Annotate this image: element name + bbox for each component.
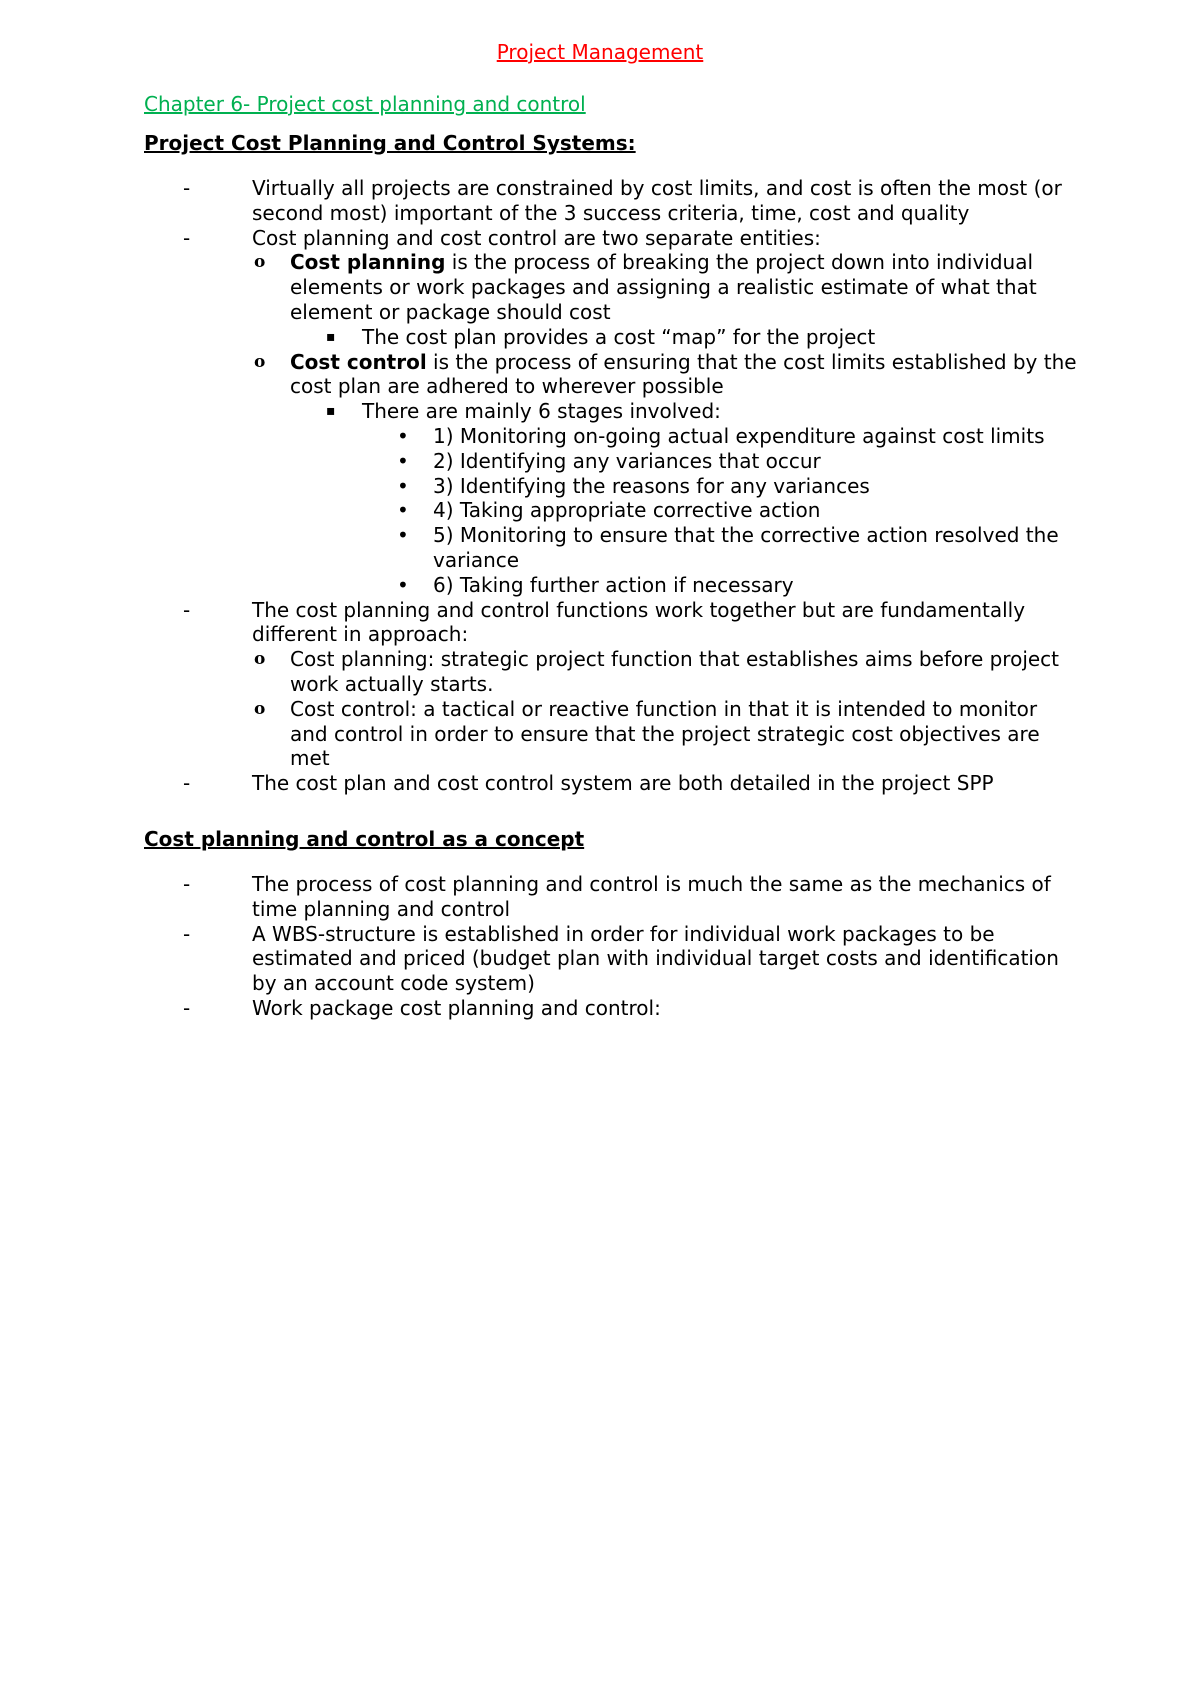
- item-text: The cost plan and cost control system are both detailed in the project SPP: [252, 771, 994, 796]
- dash-marker: -: [183, 872, 191, 896]
- item-text: There are mainly 6 stages involved:: [362, 399, 721, 424]
- list-item: [0, 523, 1200, 573]
- section-heading-cost-systems: Project Cost Planning and Control Systems:: [144, 131, 636, 155]
- item-text: Cost planning: strategic project function that establishes aims before project work actually starts.: [290, 647, 1060, 696]
- item-text: 2) Identifying any variances that occur: [433, 448, 821, 473]
- bullet-marker: •: [397, 498, 409, 523]
- term-cost-planning: Cost planning: [290, 250, 446, 275]
- square-marker: ▪: [326, 403, 336, 420]
- circle-marker: o: [254, 649, 266, 670]
- item-text: A WBS-structure is established in order for individual work packages to be estimated and priced (budget plan with individual target costs and identification by an account code system): [252, 921, 1059, 996]
- list-item: [0, 996, 1200, 1021]
- list-item: [0, 449, 1200, 474]
- list-item: [0, 872, 1200, 922]
- list-item: [0, 226, 1200, 251]
- cost-systems-list: [0, 176, 1200, 796]
- list-item: [0, 424, 1200, 449]
- list-item: [0, 647, 1200, 697]
- circle-marker: o: [254, 351, 266, 372]
- dash-marker: -: [183, 225, 191, 250]
- dash-marker: -: [183, 176, 191, 200]
- item-text: Cost control: a tactical or reactive function in that it is intended to monitor and control in order to ensure that the project strategic cost objectives are met: [290, 696, 1040, 771]
- dash-marker: -: [183, 921, 191, 946]
- list-item: [0, 474, 1200, 499]
- bullet-marker: •: [397, 572, 409, 597]
- dash-marker: -: [183, 597, 191, 622]
- list-item: [0, 922, 1200, 996]
- list-item: [0, 350, 1200, 400]
- item-text: 1) Monitoring on-going actual expenditure against cost limits: [433, 423, 1045, 448]
- circle-marker: o: [254, 252, 266, 273]
- item-text: 5) Monitoring to ensure that the corrective action resolved the variance: [433, 523, 1059, 572]
- item-text: The cost planning and control functions work together but are fundamentally different in approach:: [252, 597, 1026, 647]
- section-heading-concept: Cost planning and control as a concept: [144, 827, 585, 851]
- list-item: [0, 573, 1200, 598]
- square-marker: ▪: [326, 328, 336, 345]
- item-text: 3) Identifying the reasons for any variances: [433, 473, 870, 498]
- dash-marker: -: [183, 771, 191, 796]
- item-text: The process of cost planning and control is much the same as the mechanics of time planning and control: [252, 872, 1051, 921]
- item-text: 6) Taking further action if necessary: [433, 572, 794, 597]
- list-item: [0, 176, 1200, 226]
- list-item: [0, 498, 1200, 523]
- item-text: Work package cost planning and control:: [252, 995, 661, 1020]
- document-title: Project Management: [496, 40, 704, 64]
- bullet-marker: •: [397, 448, 409, 473]
- item-text: The cost plan provides a cost “map” for the project: [362, 324, 876, 349]
- item-text: 4) Taking appropriate corrective action: [433, 498, 821, 523]
- circle-marker: o: [254, 698, 266, 719]
- list-item: [0, 598, 1200, 648]
- bullet-marker: •: [397, 523, 409, 548]
- item-text: Cost planning and cost control are two separate entities:: [252, 225, 821, 250]
- concept-list: [0, 872, 1200, 1021]
- list-item: [0, 399, 1200, 424]
- chapter-heading: Chapter 6- Project cost planning and control: [144, 92, 586, 116]
- term-cost-control: Cost control: [290, 349, 427, 374]
- list-item: [0, 771, 1200, 796]
- list-item: [0, 325, 1200, 350]
- dash-marker: -: [183, 995, 191, 1020]
- item-text: is the process of ensuring that the cost limits established by the cost plan are adhered to wherever possible: [290, 349, 1077, 399]
- list-item: [0, 250, 1200, 324]
- bullet-marker: •: [397, 473, 409, 498]
- bullet-marker: •: [397, 423, 409, 448]
- item-text: Virtually all projects are constrained by cost limits, and cost is often the most (or second most) important of the 3 success criteria, time, cost and quality: [252, 176, 1062, 225]
- item-text: is the process of breaking the project down into individual elements or work packages and assigning a realistic estimate of what that element or package should cost: [290, 250, 1037, 324]
- list-item: [0, 697, 1200, 771]
